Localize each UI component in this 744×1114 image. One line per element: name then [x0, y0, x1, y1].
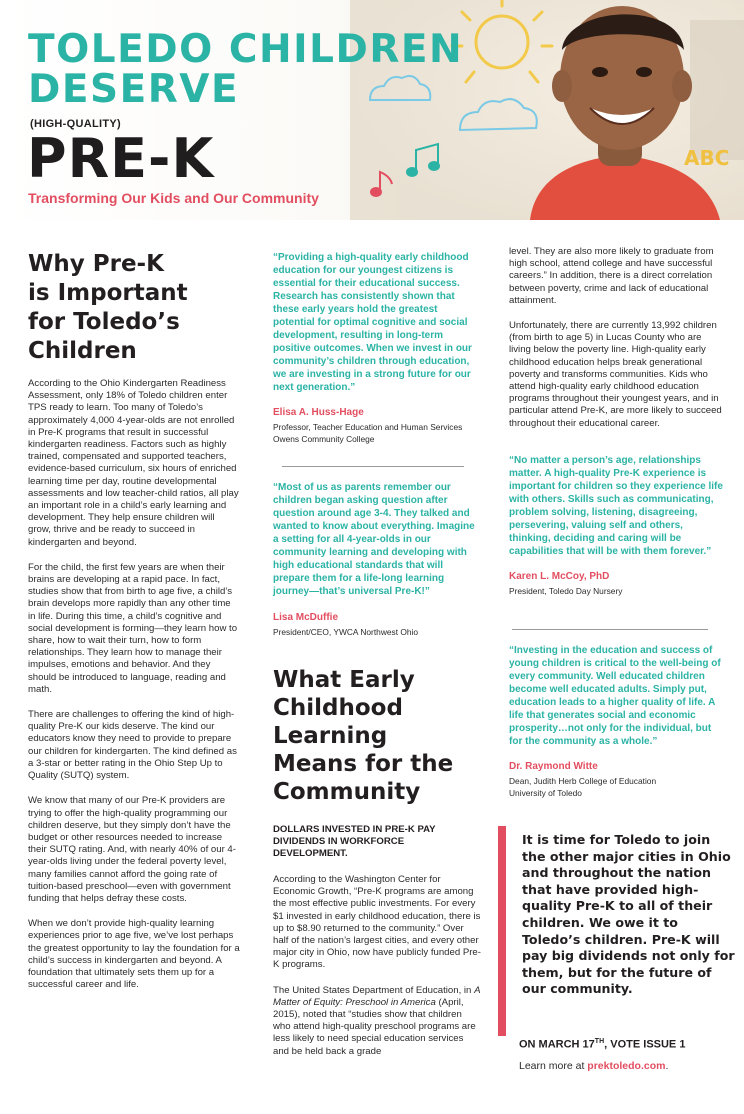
heading-line: Means for the: [273, 751, 454, 777]
paragraph: According to the Washington Center for Economic Growth, “Pre-K programs are among the most effective public investments. For every $1 invested in early childhood education, there is up to $8.90 returned to the community.” Over half of the nation’s largest cities, and every other major city in Ohio, now have publicly funded Pre-K programs.: [273, 874, 481, 971]
vote-issue-1: [519, 1038, 685, 1051]
learn-more: [519, 1060, 668, 1072]
quote-author-title: President, Toledo Day Nursery: [509, 586, 623, 596]
high-quality-label: (HIGH-QUALITY): [30, 118, 121, 130]
quote-witte: “Investing in the education and success of young children is critical to the well-being of every community. Well educated children become well educated adults. Simply put, education leads to a higher quality of life. A life that generates social and economic prosperity…not only for the individual, but for the community as a whole.”: [509, 645, 721, 747]
paragraph: We know that many of our Pre-K providers are trying to offer the high-quality programming our children deserve, but they simply don’t have the budget or other resources needed to increase their SUTQ rating. And, with nearly 40% of our 4-year-olds living under the federal poverty level, many families cannot afford the going rate of tuition-based preschool—even with government funding that helps defray these costs.: [28, 795, 236, 904]
heading-line: Children: [28, 338, 137, 364]
paragraph: When we don’t provide high-quality learning experiences prior to age five, we’ve lost perhaps the greatest opportunity to lay the foundation for a child’s success in kindergarten and beyond. A foundation that ultimately sets them up for a successful career and life.: [28, 918, 240, 991]
quote-author-org: Owens Community College: [273, 434, 375, 444]
call-to-action-box: [498, 826, 744, 1036]
divider: [512, 629, 708, 630]
column-1-body: [28, 378, 240, 991]
heading-line: Childhood: [273, 695, 403, 721]
ordinal-suffix: TH: [594, 1038, 605, 1045]
paragraph: [273, 985, 481, 1058]
pre-k-title: PRE-K: [27, 127, 215, 190]
quote-author: Elisa A. Huss-Hage: [273, 407, 364, 418]
text-span: The United States Department of Education, in: [273, 984, 475, 996]
heading-line: Community: [273, 779, 421, 805]
header-banner: [0, 0, 744, 220]
vote-text: , VOTE ISSUE 1: [604, 1038, 686, 1051]
column-3-quote-1: [509, 454, 724, 597]
paragraph: There are challenges to offering the kind of high-quality Pre-K our kids deserve. The kind our educators know they need to provide to prepare our children for kindergarten. The kind defined as a 3-star or better rating in the Ohio Step Up to Quality (SUTQ) system.: [28, 709, 237, 782]
text-span: (April, 2015), noted that “studies show that children who attend high-quality preschool programs are less likely to need special education services and be held back a grade: [273, 996, 476, 1057]
title-line-1: TOLEDO CHILDREN: [28, 27, 464, 72]
what-early-childhood-heading: [273, 666, 481, 806]
heading-line: What Early: [273, 667, 415, 693]
heading-line: for Toledo’s: [28, 309, 180, 335]
quote-huss-hage: “Providing a high-quality early childhood education for our youngest citizens is essential for their educational success. Research has consistently shown that these early years hold the greatest potential for optimal cognitive and social development, resulting in long-term positive outcomes. When we invest in our community’s children through education, we are investing in a strong future for our next generation.”: [273, 252, 472, 393]
paragraph: According to the Ohio Kindergarten Readiness Assessment, only 18% of Toledo children enter TPS ready to learn. Too many of Toledo’s approximately 4,000 4-year-olds are not enrolled in Pre-K programs that result in successful kindergarten readiness. Factors such as highly trained, compensated and supported teachers, evidence-based curriculum, six hours of enriched learning time per day, routine developmental assessments and low teacher-child ratios, all play an important role in a child’s early learning and development. They help ensure children will grow, thrive and be ready to succeed in kindergarten and beyond.: [28, 378, 239, 548]
title-line-2: DESERVE: [28, 67, 240, 112]
publication-title: A Matter of Equity: Preschool in America: [273, 984, 481, 1008]
quote-author: Dr. Raymond Witte: [509, 761, 598, 772]
quote-author-org: University of Toledo: [509, 788, 582, 798]
quote-author: Karen L. McCoy, PhD: [509, 571, 610, 582]
paragraph: level. They are also more likely to graduate from high school, attend college and have successful careers.” In addition, there is a direct correlation between poverty, crime and lack of educational attainment.: [509, 246, 714, 306]
call-to-action-text: It is time for Toledo to join the other major cities in Ohio and throughout the nation that have provided high-quality Pre-K to all of their children. We owe it to Toledo’s children. Pre-K will pay big dividends not only for them, but for the future of our community.: [522, 832, 735, 997]
tagline: Transforming Our Kids and Our Community: [28, 190, 319, 206]
period: .: [665, 1060, 669, 1072]
quote-mccoy: “No matter a person’s age, relationships matter. A high-quality Pre-K experience is important for children so they experience life with others. Skills such as communicating, problem solving, listening, disagreeing, persevering, valuing self and others, thinking, deciding and caring will be capabilities that will be with them forever.”: [509, 455, 723, 557]
paragraph: Unfortunately, there are currently 13,992 children (from birth to age 5) in Lucas County who are living below the poverty line. High-quality early childhood education helps break generational poverty and transforms communities. Kids who attend high-quality early childhood education programs throughout their youngest years, and in particular attend Pre-K, are more likely to succeed throughout their educational career.: [509, 320, 722, 429]
heading-line: is Important: [28, 280, 188, 306]
quote-author: Lisa McDuffie: [273, 612, 339, 623]
vote-text: ON MARCH 17: [519, 1038, 595, 1051]
column-2-quote-2: [273, 481, 481, 638]
quote-author-title: Professor, Teacher Education and Human Services: [273, 422, 463, 432]
accent-bar: [498, 826, 506, 1036]
divider: [282, 466, 464, 467]
quote-author-title: Dean, Judith Herb College of Education: [509, 776, 657, 786]
why-prek-heading: [28, 250, 240, 366]
prektoledo-link[interactable]: prektoledo.com: [587, 1060, 666, 1072]
learn-more-label: Learn more at: [519, 1060, 588, 1072]
paragraph: For the child, the first few years are when their brains are developing at a rapid pace. In fact, studies show that from birth to age five, a child’s brain develops more rapidly than any other time in life. During this time, a child’s cognitive and social development is forming—they learn how to share, how to wait their turn, how to form relationships. They learn how to manage their impulses, emotions and behavior. And they should be introduced to language, reading and math.: [28, 561, 238, 695]
abc-doodle: ABC: [684, 146, 730, 170]
heading-line: Why Pre-K: [28, 251, 164, 277]
dividends-subhead: DOLLARS INVESTED IN PRE-K PAY DIVIDENDS IN WORKFORCE DEVELOPMENT.: [273, 824, 436, 859]
column-2-quotes: [273, 251, 481, 445]
quote-author-title: President/CEO, YWCA Northwest Ohio: [273, 627, 419, 637]
column-3-quote-2: [509, 644, 724, 799]
quote-mcduffie: “Most of us as parents remember our children began asking question after question around age 3-4. They talked and wanted to know about everything. Imagine a setting for all 4-year-olds in our community learning and developing with high educational standards that will prepare them for a life-long learning journey—that’s universal Pre-K!”: [273, 482, 475, 597]
column-3-body: [509, 246, 724, 430]
heading-line: Learning: [273, 723, 388, 749]
column-2-body: [273, 824, 481, 1058]
